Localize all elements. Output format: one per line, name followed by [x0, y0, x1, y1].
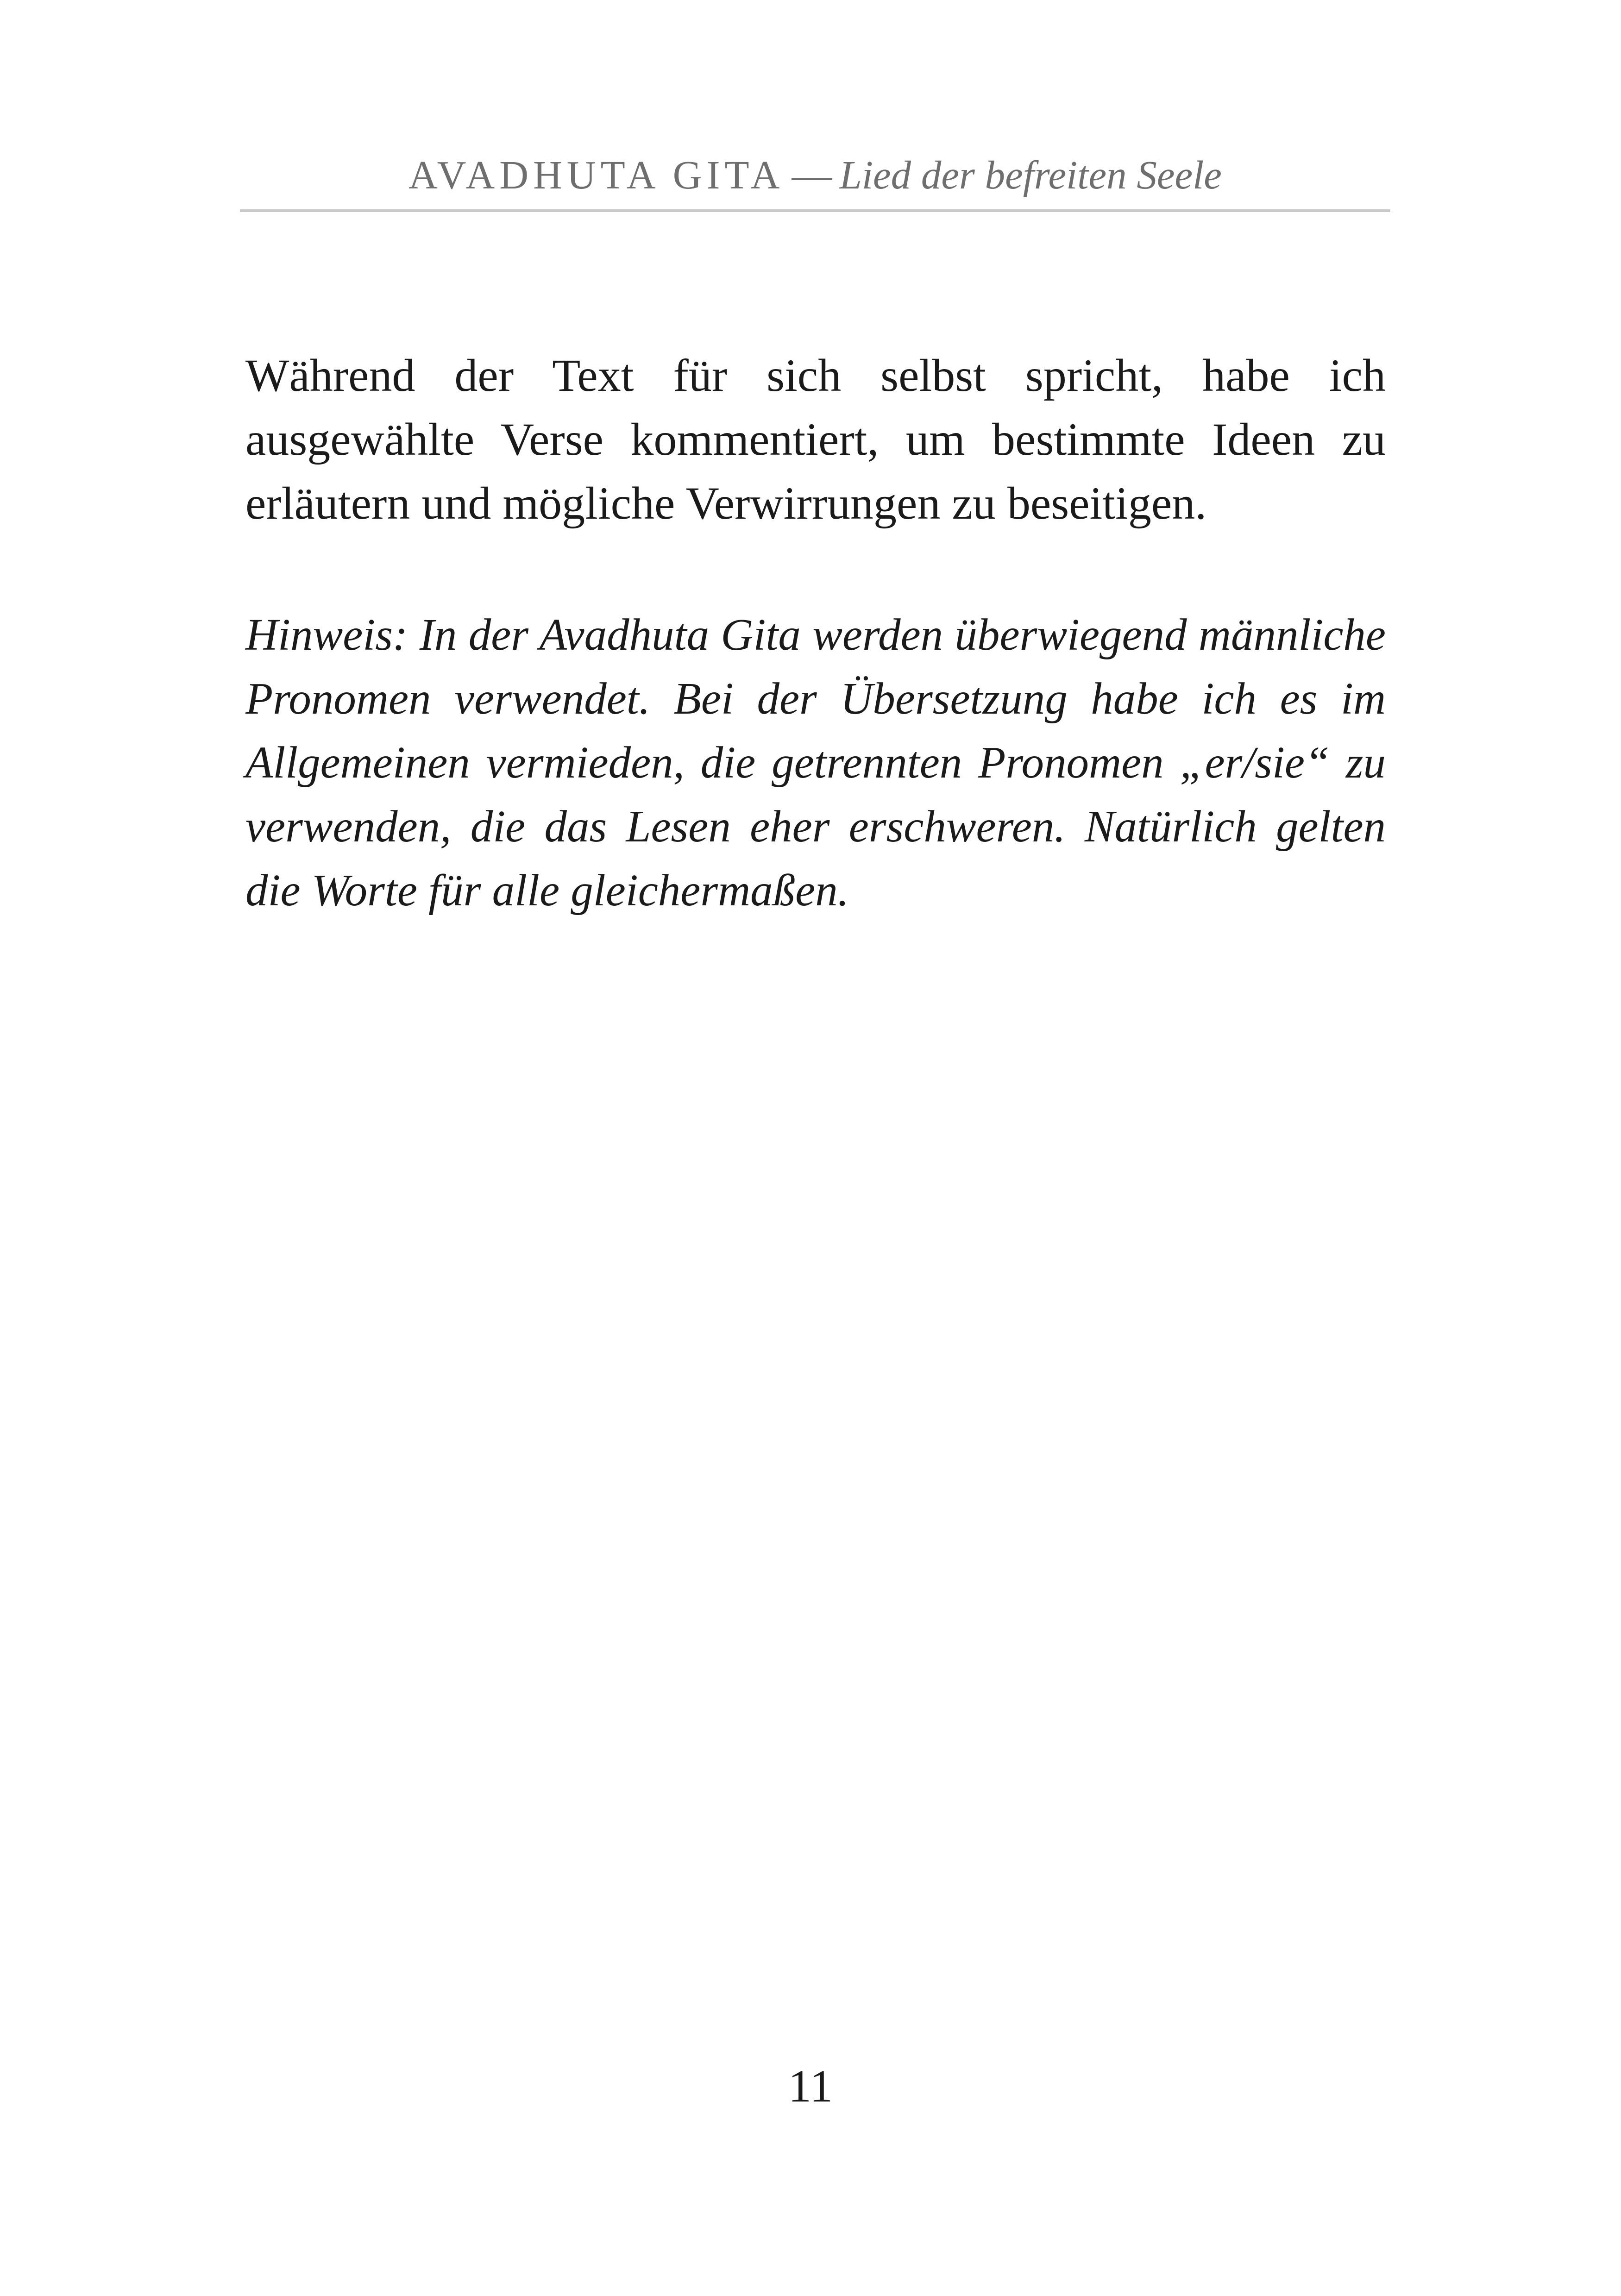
note-paragraph: Hinweis: In der Avadhuta Gita werden überwiegend männliche Pronomen verwendet. Bei der Übersetzung habe ich es im Allgemeinen vermieden, die getrennten Pronomen „er/sie“ zu verwenden, die das Lesen eher erschweren. Natürlich gelten die Worte für alle gleichermaßen. — [245, 610, 1386, 915]
page-number: 11 — [788, 2060, 833, 2112]
body-paragraph: Während der Text für sich selbst spricht, habe ich ausgewählte Verse kommentiert, um bestimmte Ideen zu erläutern und mögliche Verwirrungen zu beseitigen. — [245, 350, 1386, 529]
header-rule — [240, 209, 1390, 212]
book-title: AVADHUTA GITA — [408, 152, 785, 197]
running-head — [240, 147, 1390, 203]
title-separator: — — [792, 152, 832, 197]
book-subtitle: Lied der befreiten Seele — [839, 152, 1222, 197]
